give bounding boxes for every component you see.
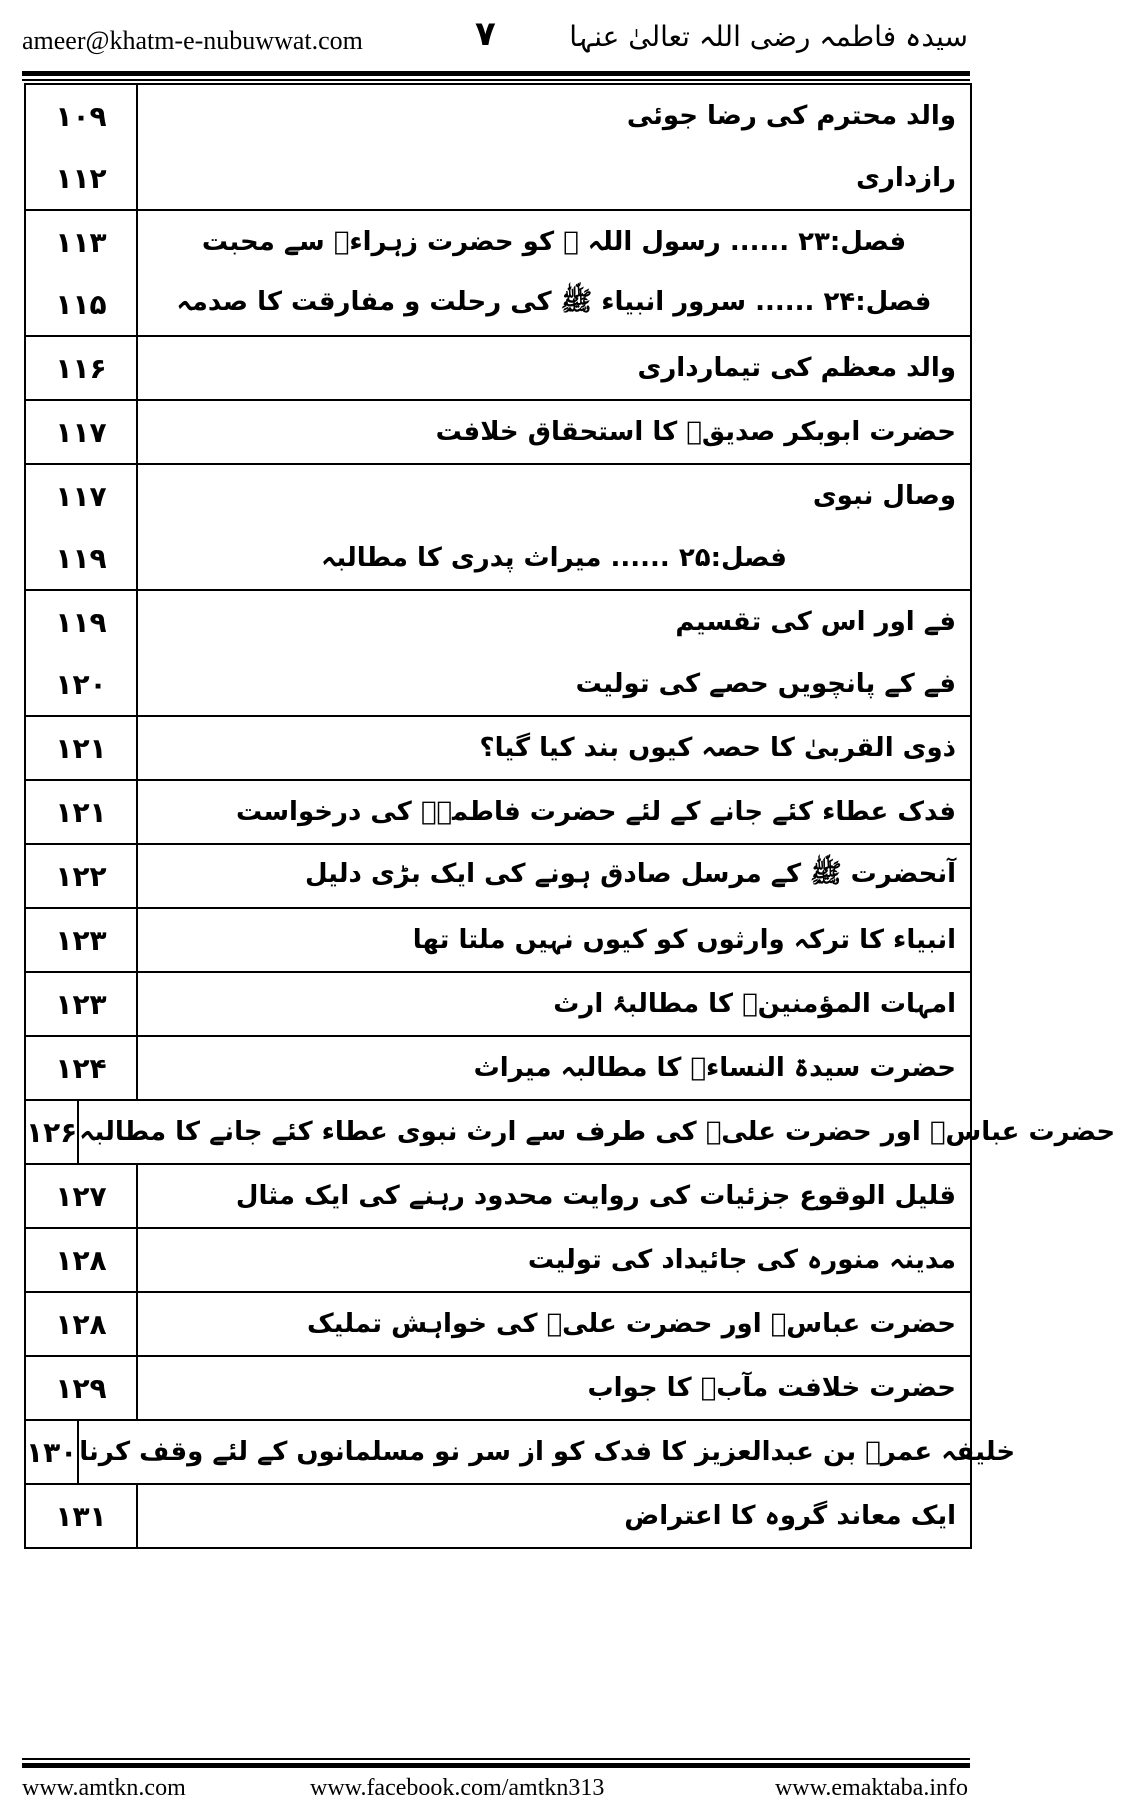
toc-chapter-row (26, 273, 970, 335)
toc-page-number: ۱۲۳ (26, 909, 138, 971)
toc-entry-title: فے کے پانچویں حصے کی تولیت (575, 669, 956, 699)
toc-entry-title: انبیاء کا ترکہ وارثوں کو کیوں نہیں ملتا تھا (412, 925, 956, 955)
book-title: سیدہ فاطمہ رضی اللہ تعالیٰ عنہا (569, 20, 968, 53)
toc-row (26, 1037, 970, 1099)
toc-entry-title: والد محترم کی رضا جوئی (626, 101, 956, 131)
toc-page-number: ۱۱۳ (26, 211, 138, 273)
toc-page-number: ۱۲۱ (26, 781, 138, 843)
table-of-contents (24, 83, 1116, 1549)
toc-group (26, 463, 970, 589)
toc-entry-title: فصل:۲۴ ...... سرور انبیاء ﷺ کی رحلت و مفارقت کا صدمہ (176, 287, 932, 317)
toc-entry-title: حضرت عباسؓ اور حضرت علیؓ کی طرف سے ارث نبوی عطاء کئے جانے کا مطالبہ (79, 1117, 1116, 1147)
toc-row (26, 1101, 1116, 1163)
toc-row (26, 591, 970, 653)
footer-rule-thick (22, 1763, 970, 1768)
toc-entry-title: رازداری (856, 163, 956, 193)
toc-chapter-row (26, 527, 970, 589)
toc-row (26, 1485, 970, 1547)
toc-page-number: ۱۱۹ (26, 591, 138, 653)
toc-row (26, 1293, 970, 1355)
toc-group (26, 1035, 970, 1099)
toc-entry-title: فدک عطاء کئے جانے کے لئے حضرت فاطمہؓ کی درخواست (235, 797, 956, 827)
toc-row (26, 1229, 970, 1291)
toc-entry-title: حضرت عباسؓ اور حضرت علیؓ کی خواہش تملیک (306, 1309, 956, 1339)
toc-page-number: ۱۲۴ (26, 1037, 138, 1099)
toc-group (26, 1227, 970, 1291)
toc-entry-title: ایک معاند گروہ کا اعتراض (624, 1501, 956, 1531)
toc-page-number: ۱۰۹ (26, 85, 138, 147)
toc-page-number: ۱۱۶ (26, 337, 138, 399)
toc-row (26, 717, 970, 779)
toc-row (26, 1357, 970, 1419)
footer-link-emaktaba[interactable]: www.emaktaba.info (774, 1775, 968, 1801)
toc-entry-title: فے اور اس کی تقسیم (675, 607, 956, 637)
toc-page-number: ۱۲۳ (26, 973, 138, 1035)
toc-group (26, 335, 970, 399)
toc-group (26, 907, 970, 971)
footer-rule-thin (22, 1758, 970, 1760)
toc-page-number: ۱۲۸ (26, 1229, 138, 1291)
toc-page-number: ۱۲۹ (26, 1357, 138, 1419)
toc-group (26, 1163, 970, 1227)
toc-row (26, 845, 970, 907)
header-rule-thick (22, 71, 970, 76)
toc-row (26, 337, 970, 399)
toc-group (26, 843, 970, 907)
footer-link-facebook[interactable]: www.facebook.com/amtkn313 (310, 1775, 605, 1801)
toc-page-number: ۱۲۶ (26, 1101, 79, 1163)
toc-group (26, 399, 970, 463)
header-email[interactable]: ameer@khatm-e-nubuwwat.com (22, 26, 363, 55)
toc-group (26, 971, 970, 1035)
toc-page-number: ۱۲۰ (26, 653, 138, 715)
toc-page-number: ۱۳۱ (26, 1485, 138, 1547)
toc-entry-title: حضرت سیدۃ النساءؓ کا مطالبہ میراث (473, 1053, 956, 1083)
toc-group (26, 1291, 970, 1355)
toc-page-number: ۱۳۰ (26, 1421, 79, 1483)
toc-entry-title: وصال نبوی (812, 481, 956, 511)
toc-group (26, 1419, 1016, 1483)
footer-link-amtkn[interactable]: www.amtkn.com (22, 1775, 186, 1801)
toc-entry-title: حضرت ابوبکر صدیقؓ کا استحقاق خلافت (435, 417, 956, 447)
toc-entry-title: خلیفہ عمرؒ بن عبدالعزیز کا فدک کو از سر نو مسلمانوں کے لئے وقف کرنا (79, 1437, 1016, 1467)
toc-entry-title: امہات المؤمنینؓ کا مطالبۂ ارث (553, 989, 956, 1019)
page-number: ۷ (475, 14, 496, 54)
toc-group (26, 1099, 1116, 1163)
toc-row (26, 401, 970, 463)
toc-chapter-row (26, 211, 970, 273)
toc-entry-title: فصل:۲۳ ...... رسول اللہ ﷺ کو حضرت زہراءؓ سے محبت (201, 227, 907, 257)
toc-group (26, 1355, 970, 1419)
toc-page-number: ۱۲۸ (26, 1293, 138, 1355)
toc-entry-title: والد معظم کی تیمارداری (637, 353, 956, 383)
toc-row (26, 1165, 970, 1227)
toc-page-number: ۱۱۹ (26, 527, 138, 589)
toc-entry-title: قلیل الوقوع جزئیات کی روایت محدود رہنے کی ایک مثال (235, 1181, 956, 1211)
toc-entry-title: مدینہ منورہ کی جائیداد کی تولیت (527, 1245, 956, 1275)
page-header (0, 0, 990, 70)
page-footer (0, 1775, 990, 1815)
toc-page-number: ۱۱۵ (26, 273, 138, 335)
toc-row (26, 85, 970, 147)
header-rule-thin (22, 79, 970, 81)
toc-page-number: ۱۲۱ (26, 717, 138, 779)
toc-group (26, 715, 970, 779)
toc-group (26, 83, 970, 209)
toc-entry-title: حضرت خلافت مآبؓ کا جواب (587, 1373, 956, 1403)
toc-row (26, 465, 970, 527)
toc-page-number: ۱۱۷ (26, 401, 138, 463)
toc-row (26, 653, 970, 715)
toc-row (26, 147, 970, 209)
toc-row (26, 973, 970, 1035)
toc-row (26, 781, 970, 843)
toc-group (26, 589, 970, 715)
toc-entry-title: آنحضرت ﷺ کے مرسل صادق ہونے کی ایک بڑی دلیل (304, 859, 956, 889)
toc-group (26, 1483, 970, 1547)
toc-row (26, 909, 970, 971)
toc-page-number: ۱۲۲ (26, 845, 138, 907)
toc-entry-title: فصل:۲۵ ...... میراث پدری کا مطالبہ (321, 543, 787, 573)
toc-page-number: ۱۱۷ (26, 465, 138, 527)
toc-entry-title: ذوی القربیٰ کا حصہ کیوں بند کیا گیا؟ (479, 733, 956, 763)
toc-row (26, 1421, 1016, 1483)
toc-group (26, 779, 970, 843)
toc-group (26, 209, 970, 335)
toc-page-number: ۱۲۷ (26, 1165, 138, 1227)
toc-page-number: ۱۱۲ (26, 147, 138, 209)
